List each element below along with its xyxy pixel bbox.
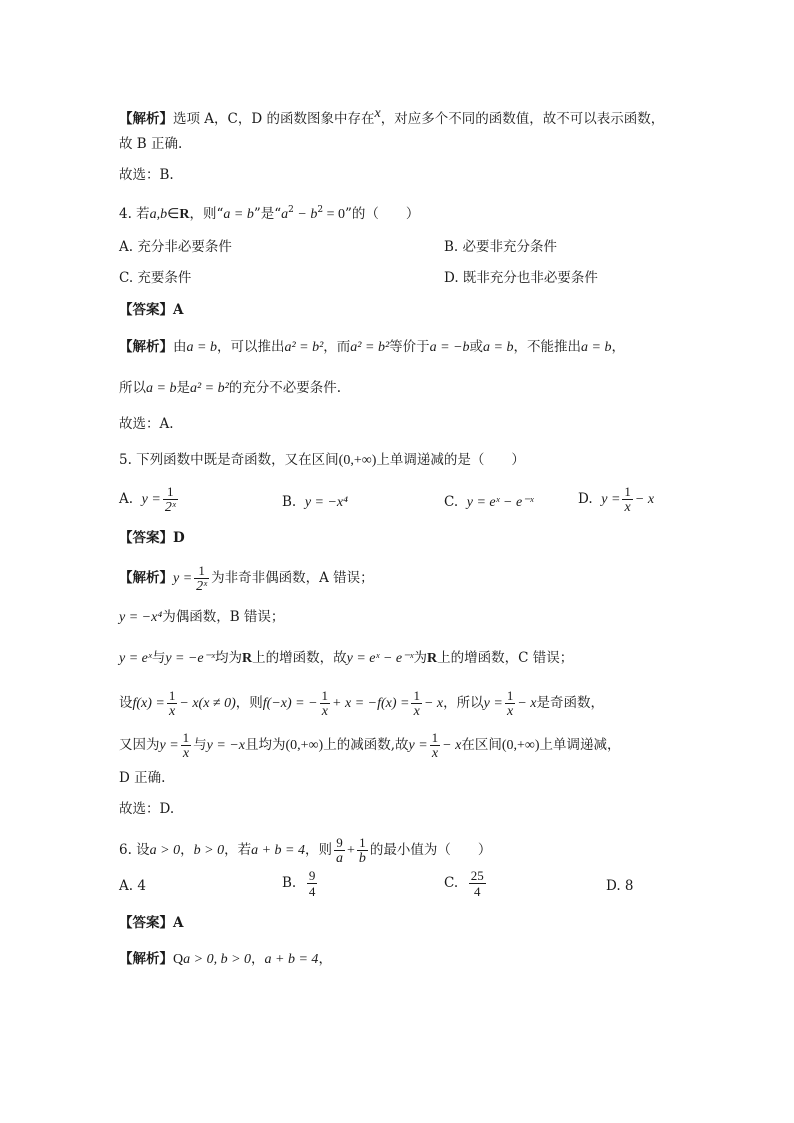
math: a,b bbox=[149, 207, 168, 222]
math: b > 0 bbox=[193, 843, 225, 858]
text: 与 bbox=[151, 650, 166, 666]
q4-option-b: B. 必要非充分条件 bbox=[444, 239, 558, 255]
math: a² = b² bbox=[189, 381, 229, 396]
math: R bbox=[426, 651, 438, 666]
math: a + b = 4 bbox=[264, 952, 319, 967]
q5-analysis-line6: D 正确. bbox=[119, 770, 166, 786]
q4-option-a: A. 充分非必要条件 bbox=[119, 239, 232, 255]
text: 均为 bbox=[215, 650, 242, 666]
math: f(x) = bbox=[132, 696, 165, 711]
text: ，所以 bbox=[443, 695, 484, 711]
numerator: 1 bbox=[413, 688, 420, 703]
text: 是奇函数， bbox=[536, 695, 604, 711]
fraction bbox=[411, 688, 422, 719]
fraction bbox=[307, 868, 318, 899]
text: ”是“ bbox=[253, 206, 282, 222]
math: a + b = 4 bbox=[251, 843, 305, 858]
math: y = eˣ − e⁻ˣ bbox=[346, 651, 414, 666]
option-label: B. bbox=[282, 494, 297, 510]
text: ，不能推出 bbox=[513, 339, 581, 355]
text: 上的减函数,故 bbox=[323, 737, 409, 753]
math: y = −e⁻ˣ bbox=[165, 651, 215, 666]
fraction bbox=[163, 484, 178, 515]
denominator: 2ˣ bbox=[196, 579, 208, 594]
denominator: x bbox=[624, 500, 631, 515]
text: 又因为 bbox=[119, 737, 160, 753]
math: a = b bbox=[146, 381, 177, 396]
math: = 0 bbox=[323, 207, 345, 222]
option-label: B. bbox=[282, 875, 297, 891]
option-label: D. bbox=[578, 491, 593, 507]
text: ， bbox=[611, 339, 625, 355]
math: (0,+∞) bbox=[501, 738, 540, 753]
text: ，可以推出 bbox=[216, 339, 285, 355]
math: y = bbox=[408, 738, 428, 753]
q6-answer: 【答案】A bbox=[119, 915, 184, 931]
text: 是 bbox=[176, 380, 190, 396]
math: R bbox=[242, 651, 253, 666]
q5-analysis-line1 bbox=[119, 563, 374, 594]
text: ，若 bbox=[224, 842, 252, 858]
q5-option-b bbox=[282, 492, 348, 513]
numerator: 1 bbox=[163, 484, 178, 500]
option-label: C. bbox=[444, 875, 459, 891]
text: ， bbox=[180, 842, 194, 858]
math: − x bbox=[423, 696, 444, 711]
text: 的充分不必要条件. bbox=[228, 380, 342, 396]
option-label: A. bbox=[119, 491, 134, 507]
math: y = bbox=[483, 696, 503, 711]
math: a = b bbox=[581, 340, 612, 355]
text: 上单调递减， bbox=[539, 737, 621, 753]
q5-option-c bbox=[444, 492, 534, 513]
analysis-tag: 【解析】 bbox=[119, 951, 173, 967]
q4-analysis-line1 bbox=[119, 337, 625, 358]
math: y = −x⁴ bbox=[119, 610, 163, 625]
analysis-3-line1 bbox=[119, 104, 664, 129]
analysis-3-choice: 故选：B. bbox=[119, 167, 174, 183]
analysis-tag: 【解析】 bbox=[119, 570, 173, 586]
fraction bbox=[181, 730, 192, 761]
math: ∈ bbox=[167, 207, 180, 222]
q6-option-d: D. 8 bbox=[606, 878, 634, 894]
text: 上单调递减的是（ ） bbox=[376, 452, 525, 468]
fraction bbox=[430, 730, 441, 761]
denominator: 4 bbox=[473, 884, 481, 899]
q5-analysis-line3 bbox=[119, 648, 573, 669]
numerator: 1 bbox=[168, 688, 176, 703]
text: 上的增函数，C 错误； bbox=[437, 650, 574, 666]
text: ，则 bbox=[235, 695, 263, 711]
q4-option-d: D. 既非充分也非必要条件 bbox=[444, 270, 598, 286]
math: − b bbox=[293, 207, 318, 222]
math: y = eˣ bbox=[119, 651, 152, 666]
math: y = bbox=[601, 492, 621, 507]
text: 6. 设 bbox=[119, 842, 150, 858]
math: Q bbox=[173, 952, 184, 967]
analysis-tag: 【解析】 bbox=[119, 111, 173, 127]
text: ”的（ ） bbox=[345, 206, 420, 222]
math: + bbox=[346, 843, 355, 858]
q6-option-b bbox=[282, 868, 319, 899]
math: a² = b² bbox=[350, 340, 390, 355]
text: ， bbox=[318, 951, 332, 967]
denominator: 2ˣ bbox=[164, 500, 176, 515]
math: a > 0, b > 0 bbox=[183, 952, 252, 967]
math: − x(x ≠ 0) bbox=[179, 696, 236, 711]
text: 等价于 bbox=[389, 339, 430, 355]
q5-analysis-line2 bbox=[119, 607, 284, 628]
math: a² = b² bbox=[284, 340, 324, 355]
fraction bbox=[194, 563, 209, 594]
text: 的最小值为（ ） bbox=[369, 842, 492, 858]
q4-analysis-line2 bbox=[119, 378, 341, 399]
numerator: 1 bbox=[624, 484, 631, 499]
text: ，而 bbox=[323, 339, 351, 355]
fraction bbox=[334, 835, 345, 866]
denominator: x bbox=[413, 704, 420, 719]
math: f(−x) = − bbox=[262, 696, 318, 711]
q6-analysis-line1 bbox=[119, 949, 332, 970]
denominator: 4 bbox=[308, 884, 316, 899]
math: y = bbox=[173, 571, 193, 586]
text: 为 bbox=[413, 650, 427, 666]
denominator: x bbox=[182, 746, 190, 761]
math: − x bbox=[442, 738, 462, 753]
numerator: 1 bbox=[321, 688, 329, 703]
math: (0,+∞) bbox=[338, 453, 377, 468]
math: R bbox=[179, 207, 190, 222]
math: y = −x bbox=[206, 738, 245, 753]
math: − x bbox=[517, 696, 537, 711]
denominator: x bbox=[321, 704, 328, 719]
q5-option-d bbox=[578, 484, 654, 515]
text: ，则“ bbox=[189, 206, 224, 222]
math: a = −b bbox=[429, 340, 470, 355]
q6-option-a: A. 4 bbox=[119, 878, 146, 894]
math: y = −x⁴ bbox=[304, 495, 349, 510]
q4-option-c: C. 充要条件 bbox=[119, 270, 192, 286]
math: a bbox=[281, 207, 289, 222]
numerator: 1 bbox=[194, 563, 209, 579]
q6-option-c bbox=[444, 868, 488, 899]
text: 或 bbox=[469, 339, 484, 355]
text: 所以 bbox=[119, 380, 146, 396]
text: 与 bbox=[193, 737, 207, 753]
numerator: 25 bbox=[470, 868, 484, 883]
math: (0,+∞) bbox=[285, 738, 324, 753]
denominator: b bbox=[358, 851, 366, 866]
q5-analysis-line4 bbox=[119, 688, 604, 719]
text: 选项 A，C，D 的函数图象中存在 bbox=[173, 111, 375, 127]
math: a > 0 bbox=[149, 843, 181, 858]
numerator: 1 bbox=[182, 730, 190, 745]
math: a = b bbox=[483, 340, 514, 355]
option-label: C. bbox=[444, 494, 459, 510]
text: 在区间 bbox=[461, 737, 502, 753]
math: y = bbox=[159, 738, 179, 753]
math: a = b bbox=[223, 207, 254, 222]
text: 上的增函数，故 bbox=[252, 650, 347, 666]
text: 4. 若 bbox=[119, 206, 150, 222]
math: y = bbox=[141, 492, 161, 507]
math: y = eˣ − e⁻ˣ bbox=[466, 495, 534, 510]
q5-answer: 【答案】D bbox=[119, 530, 185, 546]
q4-choice: 故选：A. bbox=[119, 416, 174, 432]
denominator: x bbox=[431, 746, 439, 761]
text: 为偶函数，B 错误； bbox=[162, 609, 285, 625]
numerator: 1 bbox=[357, 835, 368, 851]
analysis-tag: 【解析】 bbox=[119, 339, 173, 355]
math: + x = −f(x) = bbox=[332, 696, 410, 711]
var-x: x bbox=[374, 106, 381, 121]
q4-answer: 【答案】A bbox=[119, 302, 184, 318]
text: 为非奇非偶函数，A 错误； bbox=[211, 570, 374, 586]
fraction bbox=[320, 688, 331, 719]
fraction bbox=[505, 688, 516, 719]
numerator: 9 bbox=[308, 868, 316, 883]
numerator: 1 bbox=[506, 688, 514, 703]
analysis-3-line2: 故 B 正确. bbox=[119, 136, 183, 152]
text: 5. 下列函数中既是奇函数，又在区间 bbox=[119, 452, 339, 468]
denominator: x bbox=[506, 704, 514, 719]
text: 由 bbox=[173, 339, 187, 355]
denominator: a bbox=[335, 851, 343, 866]
denominator: x bbox=[169, 704, 176, 719]
question-4-stem: 4. 若a,b∈R，则“a = b”是“$a^2 - b^2 = 0$”的（ ） bbox=[119, 205, 420, 222]
fraction bbox=[167, 688, 178, 719]
fraction bbox=[357, 835, 368, 866]
question-5-stem bbox=[119, 450, 525, 471]
numerator: 1 bbox=[431, 730, 439, 745]
math: − x bbox=[634, 492, 655, 507]
q5-analysis-line5 bbox=[119, 730, 621, 761]
text: 且均为 bbox=[245, 737, 286, 753]
q5-choice: 故选：D. bbox=[119, 801, 175, 817]
q5-option-a bbox=[119, 484, 180, 515]
fraction bbox=[469, 868, 486, 899]
fraction bbox=[622, 484, 633, 515]
text: 设 bbox=[119, 695, 133, 711]
text: ， bbox=[251, 951, 265, 967]
question-6-stem bbox=[119, 835, 491, 866]
text: ，则 bbox=[304, 842, 332, 858]
text: ，对应多个不同的函数值，故不可以表示函数， bbox=[380, 111, 665, 127]
math: a = b bbox=[186, 340, 217, 355]
numerator: 9 bbox=[334, 835, 345, 851]
